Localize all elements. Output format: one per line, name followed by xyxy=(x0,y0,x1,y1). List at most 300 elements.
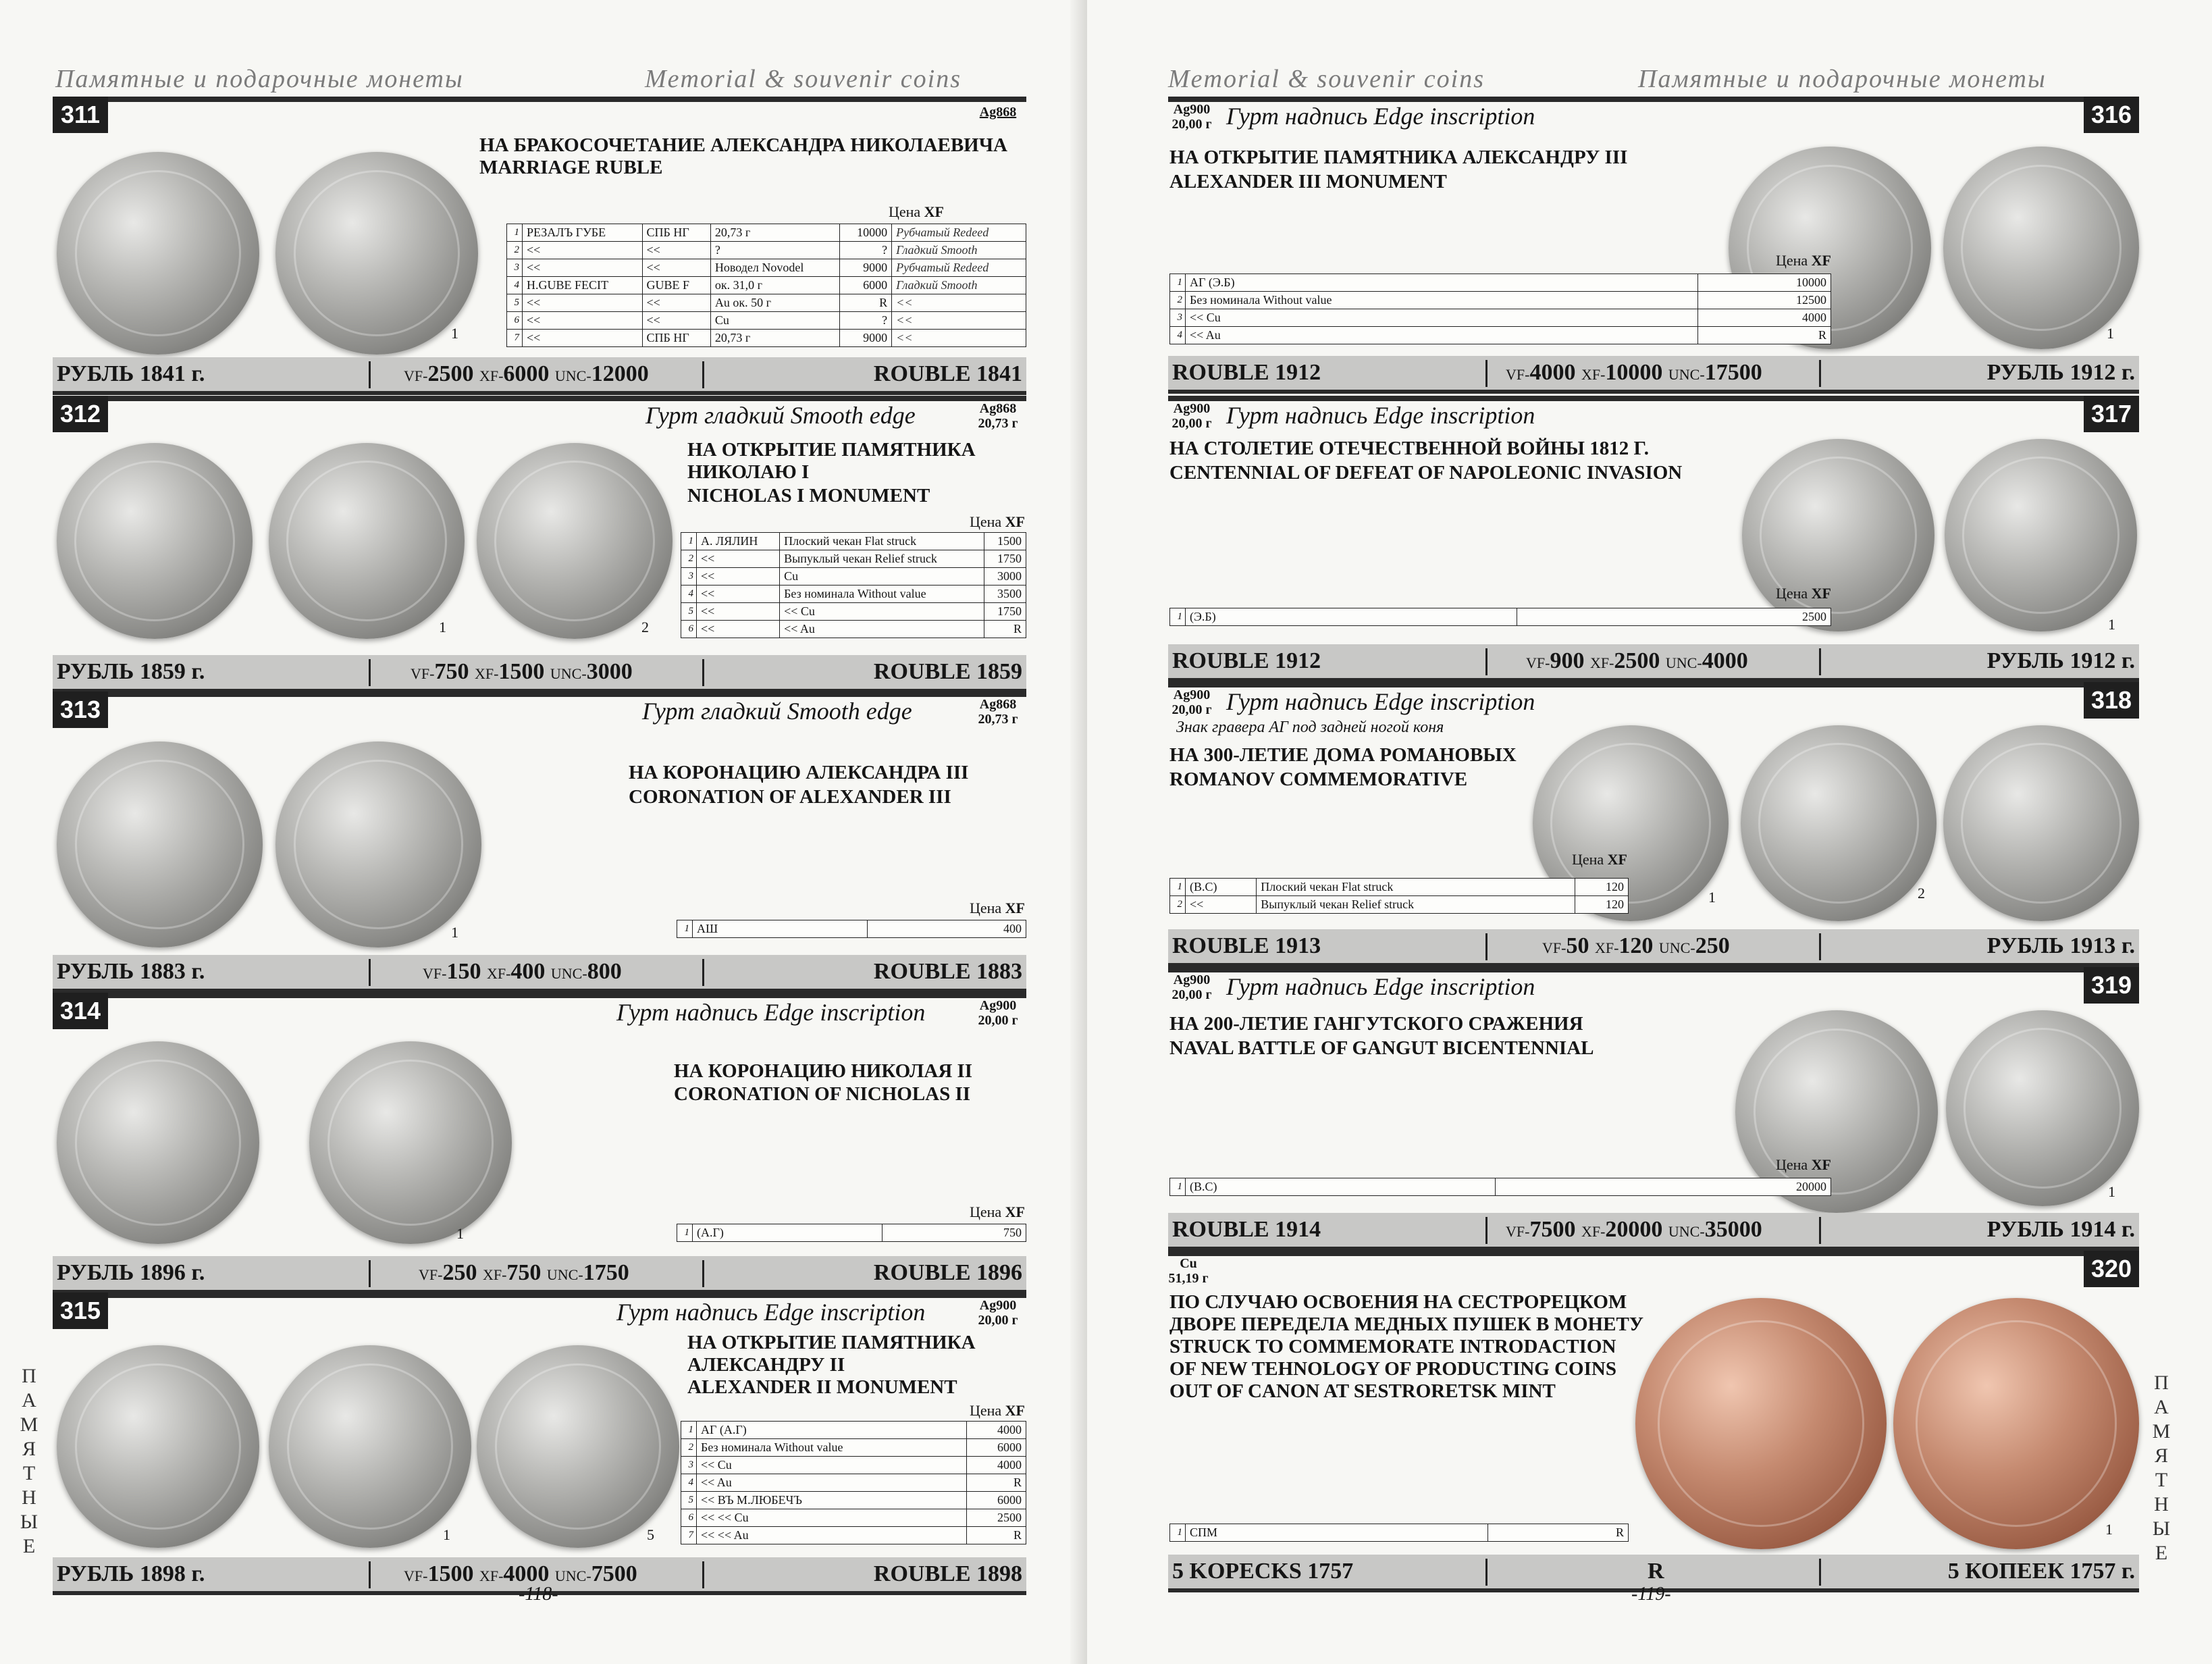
row-number: 1 xyxy=(1170,608,1186,626)
side-tab-letter: Ы xyxy=(20,1511,38,1533)
edge-description: Гурт надпись Edge inscription xyxy=(1226,402,1535,429)
denomination-ru: РУБЛЬ 1896 г. xyxy=(57,1260,205,1285)
coin-reverse-image xyxy=(275,152,478,355)
right-page xyxy=(1087,0,2212,1664)
row-number: 1 xyxy=(507,224,523,242)
entry-number: 312 xyxy=(53,396,108,432)
entry-number: 315 xyxy=(53,1293,108,1329)
variants-table xyxy=(1169,1178,1831,1196)
variant-row xyxy=(1170,1524,1629,1542)
metal-fineness: Ag900 20,00 г xyxy=(1171,401,1212,431)
weight-cell: 20,73 г xyxy=(710,330,839,347)
denomination-en: ROUBLE 1898 xyxy=(873,1561,1022,1586)
row-number: 1 xyxy=(1170,1524,1186,1542)
price-cell: 2500 xyxy=(1517,608,1831,626)
mint-cell: GUBE F xyxy=(642,277,710,294)
coin-reverse-image xyxy=(1893,1298,2139,1549)
price-cell: 6000 xyxy=(967,1492,1026,1509)
coin-variant-image xyxy=(477,443,673,639)
edge-cell: Гладкий Smooth xyxy=(892,242,1026,259)
coin-title-en: CORONATION OF ALEXANDER III xyxy=(629,786,951,808)
coin-obverse-image xyxy=(57,152,259,355)
row-number: 1 xyxy=(681,1422,697,1439)
variants-table xyxy=(677,920,1026,938)
coin-reverse-image xyxy=(1943,147,2139,349)
row-number: 2 xyxy=(507,242,523,259)
coin-title-line: OUT OF CANON AT SESTRORETSK MINT xyxy=(1169,1380,1556,1402)
edge-cell: Гладкий Smooth xyxy=(892,277,1026,294)
side-tab-letter: Е xyxy=(22,1535,36,1557)
variant-cell: << Cu xyxy=(1186,309,1698,327)
weight-cell: ок. 31,0 г xyxy=(710,277,839,294)
engraver-note: Знак гравера АГ под задней ногой коня xyxy=(1176,719,1444,736)
row-number: 3 xyxy=(507,259,523,277)
variant-row xyxy=(1170,274,1831,292)
coin-reverse-image xyxy=(275,742,481,947)
entry-number: 313 xyxy=(53,692,108,728)
variant-cell: << Cu xyxy=(697,1457,967,1474)
mint-cell: << xyxy=(642,259,710,277)
variant-cell: (А.Г) xyxy=(693,1224,883,1242)
variant-row xyxy=(1170,327,1831,344)
coin-title-line: OF NEW TEHNOLOGY OF PRODUCTING COINS xyxy=(1169,1358,1616,1380)
weight-cell: Cu xyxy=(710,312,839,330)
coin-variant-label: 5 xyxy=(647,1526,654,1543)
variant-row xyxy=(1170,879,1629,896)
side-tab-letter: Н xyxy=(2154,1493,2169,1515)
edge-description: Гурт надпись Edge inscription xyxy=(1226,973,1535,1000)
variant-row xyxy=(1170,608,1831,626)
row-number: 1 xyxy=(1170,274,1186,292)
side-tab-letter: М xyxy=(2152,1420,2171,1442)
coin-title-en: MARRIAGE RUBLE xyxy=(479,157,663,178)
denomination-ru: РУБЛЬ 1883 г. xyxy=(57,959,205,984)
row-number: 7 xyxy=(681,1527,697,1544)
price-cell: R xyxy=(1698,327,1831,344)
denomination-en: ROUBLE 1912 xyxy=(1172,360,1321,385)
edge-description: Гурт надпись Edge inscription xyxy=(616,999,926,1026)
side-tab-letter: Ы xyxy=(2152,1517,2171,1540)
variant-cell: Без номинала Without value xyxy=(780,586,984,603)
grade-prices: VF-750 XF-1500 UNC-3000 xyxy=(411,659,633,684)
variant-row xyxy=(681,1422,1026,1439)
coin-variant-label: 1 xyxy=(451,924,458,941)
denomination-ru: РУБЛЬ 1914 г. xyxy=(1986,1217,2135,1242)
coin-title-ru: НА 300-ЛЕТИЕ ДОМА РОМАНОВЫХ xyxy=(1169,744,1517,766)
variant-row xyxy=(507,330,1026,347)
variant-row xyxy=(677,920,1026,938)
coin-title-ru: НА ОТКРЫТИЕ ПАМЯТНИКА НИКОЛАЮ I xyxy=(687,439,976,483)
metal-fineness: Ag868 20,73 г xyxy=(978,697,1018,727)
variant-cell: СПМ xyxy=(1186,1524,1488,1542)
entry-number: 319 xyxy=(2084,967,2139,1004)
price-cell: 1750 xyxy=(984,603,1026,621)
price-cell: 6000 xyxy=(967,1439,1026,1457)
denomination-en: ROUBLE 1914 xyxy=(1172,1217,1321,1242)
coin-title-en: ALEXANDER III MONUMENT xyxy=(1169,171,1447,192)
variants-table xyxy=(681,532,1026,638)
running-header-ru: Памятные и подарочные монеты xyxy=(1638,65,2047,93)
row-number: 6 xyxy=(681,621,697,638)
variant-cell: << ВЪ М.ЛЮБЕЧЪ xyxy=(697,1492,967,1509)
edge-cell: << xyxy=(892,330,1026,347)
coin-reverse-image xyxy=(269,443,465,639)
price-cell: 120 xyxy=(1575,896,1629,914)
edge-cell: Рубчатый Redeed xyxy=(892,224,1026,242)
coin-title-line: STRUCK TO COMMEMORATE INTRODACTION xyxy=(1169,1336,1616,1357)
row-number: 5 xyxy=(681,1492,697,1509)
denomination-en: ROUBLE 1912 xyxy=(1172,648,1321,673)
row-number: 1 xyxy=(681,533,697,550)
engraver-cell: << xyxy=(697,603,780,621)
variant-cell: Выпуклый чекан Relief struck xyxy=(1257,896,1575,914)
variant-cell: АГ (Э.Б) xyxy=(1186,274,1698,292)
variant-row xyxy=(681,1509,1026,1527)
coin-title-ru: НА СТОЛЕТИЕ ОТЕЧЕСТВЕННОЙ ВОЙНЫ 1812 Г. xyxy=(1169,438,1649,459)
price-cell: R xyxy=(984,621,1026,638)
coin-entry-311 xyxy=(53,97,1026,392)
coin-entry-315 xyxy=(53,1293,1026,1590)
coin-reverse-image xyxy=(1945,439,2137,631)
page-number: -118- xyxy=(519,1584,558,1605)
engraver-cell: РЕЗАЛЪ ГУБЕ xyxy=(523,224,643,242)
variant-row xyxy=(507,277,1026,294)
mint-cell: СПБ НГ xyxy=(642,330,710,347)
coin-obverse-image xyxy=(57,742,263,947)
price-header: Цена XF xyxy=(969,513,1025,530)
coin-title-en: NICHOLAS I MONUMENT xyxy=(687,485,930,506)
price-header: Цена XF xyxy=(888,203,944,220)
entry-number: 314 xyxy=(53,993,108,1029)
variant-row xyxy=(681,1492,1026,1509)
price-bar xyxy=(53,1256,1026,1294)
side-tab-letter: П xyxy=(2154,1372,2169,1394)
grade-prices: VF-50 XF-120 UNC-250 xyxy=(1542,933,1730,958)
row-number: 4 xyxy=(681,1474,697,1492)
price-cell: ? xyxy=(840,242,892,259)
price-header: Цена XF xyxy=(1571,851,1627,868)
coin-obverse-image xyxy=(1635,1298,1887,1549)
left-page xyxy=(0,0,1087,1664)
variant-row xyxy=(681,568,1026,586)
price-cell: 4000 xyxy=(967,1422,1026,1439)
row-number: 6 xyxy=(507,312,523,330)
grade-prices: VF-1500 XF-4000 UNC-7500 xyxy=(404,1561,637,1586)
coin-entry-317 xyxy=(1168,396,2139,679)
coin-title-ru: НА КОРОНАЦИЮ АЛЕКСАНДРА III xyxy=(629,762,969,783)
entry-number: 316 xyxy=(2084,97,2139,133)
price-cell: 3000 xyxy=(984,568,1026,586)
grade-prices: VF-2500 XF-6000 UNC-12000 xyxy=(404,361,649,386)
coin-reverse-image xyxy=(1946,1010,2139,1206)
coin-obverse-image xyxy=(57,1041,259,1244)
edge-description: Гурт надпись Edge inscription xyxy=(616,1299,926,1326)
engraver-cell: << xyxy=(697,586,780,603)
side-tab-letter: Т xyxy=(22,1462,36,1484)
engraver-cell: << xyxy=(523,242,643,259)
coin-title-en: CORONATION OF NICHOLAS II xyxy=(674,1083,971,1105)
engraver-cell: << xyxy=(523,294,643,312)
price-bar xyxy=(1168,929,2139,967)
price-cell: R xyxy=(840,294,892,312)
price-cell: R xyxy=(967,1474,1026,1492)
denomination-ru: РУБЛЬ 1841 г. xyxy=(57,361,205,386)
coin-title-en: CENTENNIAL OF DEFEAT OF NAPOLEONIC INVASION xyxy=(1169,462,1683,484)
coin-variant-label: 1 xyxy=(2108,616,2115,633)
variant-row xyxy=(507,294,1026,312)
price-cell: 12500 xyxy=(1698,292,1831,309)
entry-number: 317 xyxy=(2084,396,2139,432)
variant-cell: АГ (А.Г) xyxy=(697,1422,967,1439)
price-bar xyxy=(1168,1213,2139,1251)
coin-variant-label: 1 xyxy=(2105,1521,2113,1538)
side-tab-letter: П xyxy=(22,1365,36,1387)
price-cell: R xyxy=(967,1527,1026,1544)
coin-variant-label: 2 xyxy=(1918,885,1925,902)
coin-entry-312 xyxy=(53,396,1026,686)
weight-cell: Новодел Novodel xyxy=(710,259,839,277)
entry-number: 320 xyxy=(2084,1251,2139,1287)
coin-title-line: ПО СЛУЧАЮ ОСВОЕНИЯ НА СЕСТРОРЕЦКОМ xyxy=(1169,1291,1627,1313)
variant-row xyxy=(507,242,1026,259)
coin-entry-313 xyxy=(53,692,1026,989)
weight-cell: Au ок. 50 г xyxy=(710,294,839,312)
variant-row xyxy=(507,224,1026,242)
price-cell: 20000 xyxy=(1495,1178,1831,1196)
grade-prices: VF-900 XF-2500 UNC-4000 xyxy=(1526,648,1748,673)
coin-variant-label: 2 xyxy=(641,619,649,635)
metal-fineness: Ag900 20,00 г xyxy=(978,1298,1018,1328)
row-number: 3 xyxy=(681,1457,697,1474)
edge-cell: << xyxy=(892,312,1026,330)
denomination-ru: РУБЛЬ 1898 г. xyxy=(57,1561,205,1586)
price-rarity: R xyxy=(1648,1559,1664,1584)
denomination-en: ROUBLE 1841 xyxy=(873,361,1022,386)
price-cell: 120 xyxy=(1575,879,1629,896)
entry-number: 318 xyxy=(2084,682,2139,719)
running-header-en: Memorial & souvenir coins xyxy=(1168,65,1485,93)
row-number: 4 xyxy=(1170,327,1186,344)
price-bar xyxy=(1168,644,2139,682)
coin-entry-316 xyxy=(1168,97,2139,392)
row-number: 2 xyxy=(681,1439,697,1457)
row-number: 5 xyxy=(507,294,523,312)
coin-title-en: ALEXANDER II MONUMENT xyxy=(687,1376,957,1398)
coin-variant-label: 1 xyxy=(456,1225,464,1242)
edge-cell: Рубчатый Redeed xyxy=(892,259,1026,277)
variant-cell: << Au xyxy=(780,621,984,638)
side-tab-letter: А xyxy=(22,1389,36,1411)
price-header: Цена XF xyxy=(1775,1156,1831,1173)
coin-title-ru: НА КОРОНАЦИЮ НИКОЛАЯ II xyxy=(674,1060,973,1082)
variant-cell: Выпуклый чекан Relief struck xyxy=(780,550,984,568)
price-header: Цена XF xyxy=(969,900,1025,916)
coin-title-ru: НА ОТКРЫТИЕ ПАМЯТНИКА АЛЕКСАНДРУ II xyxy=(687,1332,976,1376)
price-cell: 9000 xyxy=(840,330,892,347)
price-bar xyxy=(1168,356,2139,394)
price-header: Цена XF xyxy=(1775,585,1831,602)
engraver-cell: А. ЛЯЛИН xyxy=(697,533,780,550)
row-number: 4 xyxy=(681,586,697,603)
coin-variant-image xyxy=(477,1345,679,1548)
weight-cell: ? xyxy=(710,242,839,259)
coin-entry-314 xyxy=(53,993,1026,1290)
price-bar xyxy=(53,357,1026,395)
engraver-cell: << xyxy=(523,259,643,277)
weight-cell: 20,73 г xyxy=(710,224,839,242)
variant-cell: АШ xyxy=(693,920,868,938)
coin-obverse-image xyxy=(57,1345,259,1548)
variant-cell: << Cu xyxy=(780,603,984,621)
variant-row xyxy=(681,1474,1026,1492)
side-tab-text xyxy=(19,1364,39,1559)
coin-title-ru: НА ОТКРЫТИЕ ПАМЯТНИКА АЛЕКСАНДРУ III xyxy=(1169,147,1628,168)
variant-row xyxy=(681,621,1026,638)
price-cell: 10000 xyxy=(1698,274,1831,292)
price-cell: 9000 xyxy=(840,259,892,277)
metal-fineness: Ag900 20,00 г xyxy=(1171,102,1212,132)
price-cell: 400 xyxy=(868,920,1026,938)
variant-row xyxy=(681,586,1026,603)
edge-description: Гурт гладкий Smooth edge xyxy=(642,698,912,725)
variant-row xyxy=(677,1224,1026,1242)
engraver-cell: << xyxy=(523,312,643,330)
engraver-cell: << xyxy=(697,550,780,568)
denomination-en: ROUBLE 1896 xyxy=(873,1260,1022,1285)
variant-cell: Плоский чекан Flat struck xyxy=(1257,879,1575,896)
variant-row xyxy=(681,1457,1026,1474)
variants-table xyxy=(1169,878,1629,914)
engraver-cell: << xyxy=(697,568,780,586)
side-tab-letter: Т xyxy=(2155,1469,2168,1491)
price-bar xyxy=(53,655,1026,693)
variant-cell: (Э.Б) xyxy=(1186,608,1517,626)
running-header-ru: Памятные и подарочные монеты xyxy=(55,65,464,93)
row-number: 3 xyxy=(1170,309,1186,327)
denomination-ru: РУБЛЬ 1912 г. xyxy=(1986,648,2135,673)
row-number: 2 xyxy=(1170,896,1186,914)
price-cell: 10000 xyxy=(840,224,892,242)
variants-table xyxy=(681,1421,1026,1544)
coin-variant-label: 1 xyxy=(1708,889,1716,906)
coin-reverse-image xyxy=(309,1041,512,1244)
mint-cell: << xyxy=(642,312,710,330)
side-tab-text xyxy=(2151,1371,2171,1565)
edge-description: Гурт надпись Edge inscription xyxy=(1226,688,1535,715)
metal-fineness: Ag900 20,00 г xyxy=(1171,972,1212,1002)
coin-variant-label: 1 xyxy=(2108,1183,2115,1200)
price-cell: 4000 xyxy=(967,1457,1026,1474)
metal-fineness: Ag900 20,00 г xyxy=(1171,687,1212,717)
price-cell: 750 xyxy=(883,1224,1026,1242)
metal-fineness: Ag868 20,73 г xyxy=(978,401,1018,431)
price-cell: 4000 xyxy=(1698,309,1831,327)
coin-variant-label: 1 xyxy=(439,619,446,635)
variant-cell: << Au xyxy=(697,1474,967,1492)
entry-number: 311 xyxy=(53,97,108,133)
price-cell: 1750 xyxy=(984,550,1026,568)
variant-row xyxy=(1170,1178,1831,1196)
row-number: 2 xyxy=(681,550,697,568)
coin-reverse-image xyxy=(269,1345,471,1548)
edge-description: Гурт надпись Edge inscription xyxy=(1226,103,1535,130)
price-cell: ? xyxy=(840,312,892,330)
coin-variant-label: 1 xyxy=(451,325,458,342)
price-header: Цена XF xyxy=(969,1203,1025,1220)
coin-entry-319 xyxy=(1168,967,2139,1251)
side-tab-letter: Я xyxy=(22,1438,36,1460)
denomination-ru: РУБЛЬ 1912 г. xyxy=(1986,360,2135,385)
coin-obverse-image xyxy=(57,443,253,639)
coin-reverse-image xyxy=(1943,725,2139,921)
variant-cell: Без номинала Without value xyxy=(1186,292,1698,309)
side-tab-letter: М xyxy=(20,1413,38,1436)
variants-table xyxy=(1169,608,1831,626)
row-number: 5 xyxy=(681,603,697,621)
grade-prices: VF-4000 XF-10000 UNC-17500 xyxy=(1506,360,1762,385)
denomination-ru: 5 КОПЕЕК 1757 г. xyxy=(1947,1559,2135,1584)
coin-title-ru: НА БРАКОСОЧЕТАНИЕ АЛЕКСАНДРА НИКОЛАЕВИЧА xyxy=(479,134,1007,156)
side-tab-letter: Н xyxy=(22,1486,36,1509)
denomination-ru: РУБЛЬ 1859 г. xyxy=(57,659,205,684)
price-header: Цена XF xyxy=(969,1402,1025,1419)
metal-fineness: Ag900 20,00 г xyxy=(978,998,1018,1028)
denomination-en: ROUBLE 1859 xyxy=(873,659,1022,684)
engraver-cell: << xyxy=(697,621,780,638)
variant-cell: Cu xyxy=(780,568,984,586)
denomination-en: ROUBLE 1883 xyxy=(873,959,1022,984)
variant-row xyxy=(681,1527,1026,1544)
row-number: 1 xyxy=(1170,879,1186,896)
variant-cell: Плоский чекан Flat struck xyxy=(780,533,984,550)
variant-row xyxy=(681,1439,1026,1457)
side-tab-letter: Я xyxy=(2154,1445,2168,1467)
side-tab-letter: А xyxy=(2154,1396,2169,1418)
price-cell: 2500 xyxy=(967,1509,1026,1527)
metal-fineness: Cu 51,19 г xyxy=(1168,1256,1209,1286)
variants-table xyxy=(677,1224,1026,1242)
price-bar xyxy=(53,955,1026,993)
coin-variant-label: 1 xyxy=(443,1526,450,1543)
variants-table xyxy=(506,224,1026,347)
variant-row xyxy=(1170,896,1629,914)
variant-row xyxy=(681,533,1026,550)
row-number: 1 xyxy=(677,920,693,938)
mint-cell: СПБ НГ xyxy=(642,224,710,242)
variant-cell: << << Au xyxy=(697,1527,967,1544)
edge-cell: << xyxy=(892,294,1026,312)
row-number: 2 xyxy=(1170,292,1186,309)
variants-table xyxy=(1169,274,1831,344)
price-cell: 1500 xyxy=(984,533,1026,550)
variants-table xyxy=(1169,1524,1629,1542)
price-cell: R xyxy=(1488,1524,1629,1542)
variant-row xyxy=(1170,309,1831,327)
coin-variant-image xyxy=(1741,725,1937,921)
variant-row xyxy=(681,550,1026,568)
variant-row xyxy=(1170,292,1831,309)
coin-title-ru: НА 200-ЛЕТИЕ ГАНГУТСКОГО СРАЖЕНИЯ xyxy=(1169,1013,1583,1035)
row-number: 4 xyxy=(507,277,523,294)
engraver-cell: << xyxy=(523,330,643,347)
variant-cell: << << Cu xyxy=(697,1509,967,1527)
price-cell: 6000 xyxy=(840,277,892,294)
coin-entry-318 xyxy=(1168,682,2139,966)
mint-cell: << xyxy=(642,294,710,312)
engraver-cell: H.GUBE FECIT xyxy=(523,277,643,294)
coin-title-line: ДВОРЕ ПЕРЕДЕЛА МЕДНЫХ ПУШЕК В МОНЕТУ xyxy=(1169,1314,1644,1335)
coin-title-en: NAVAL BATTLE OF GANGUT BICENTENNIAL xyxy=(1169,1037,1594,1059)
